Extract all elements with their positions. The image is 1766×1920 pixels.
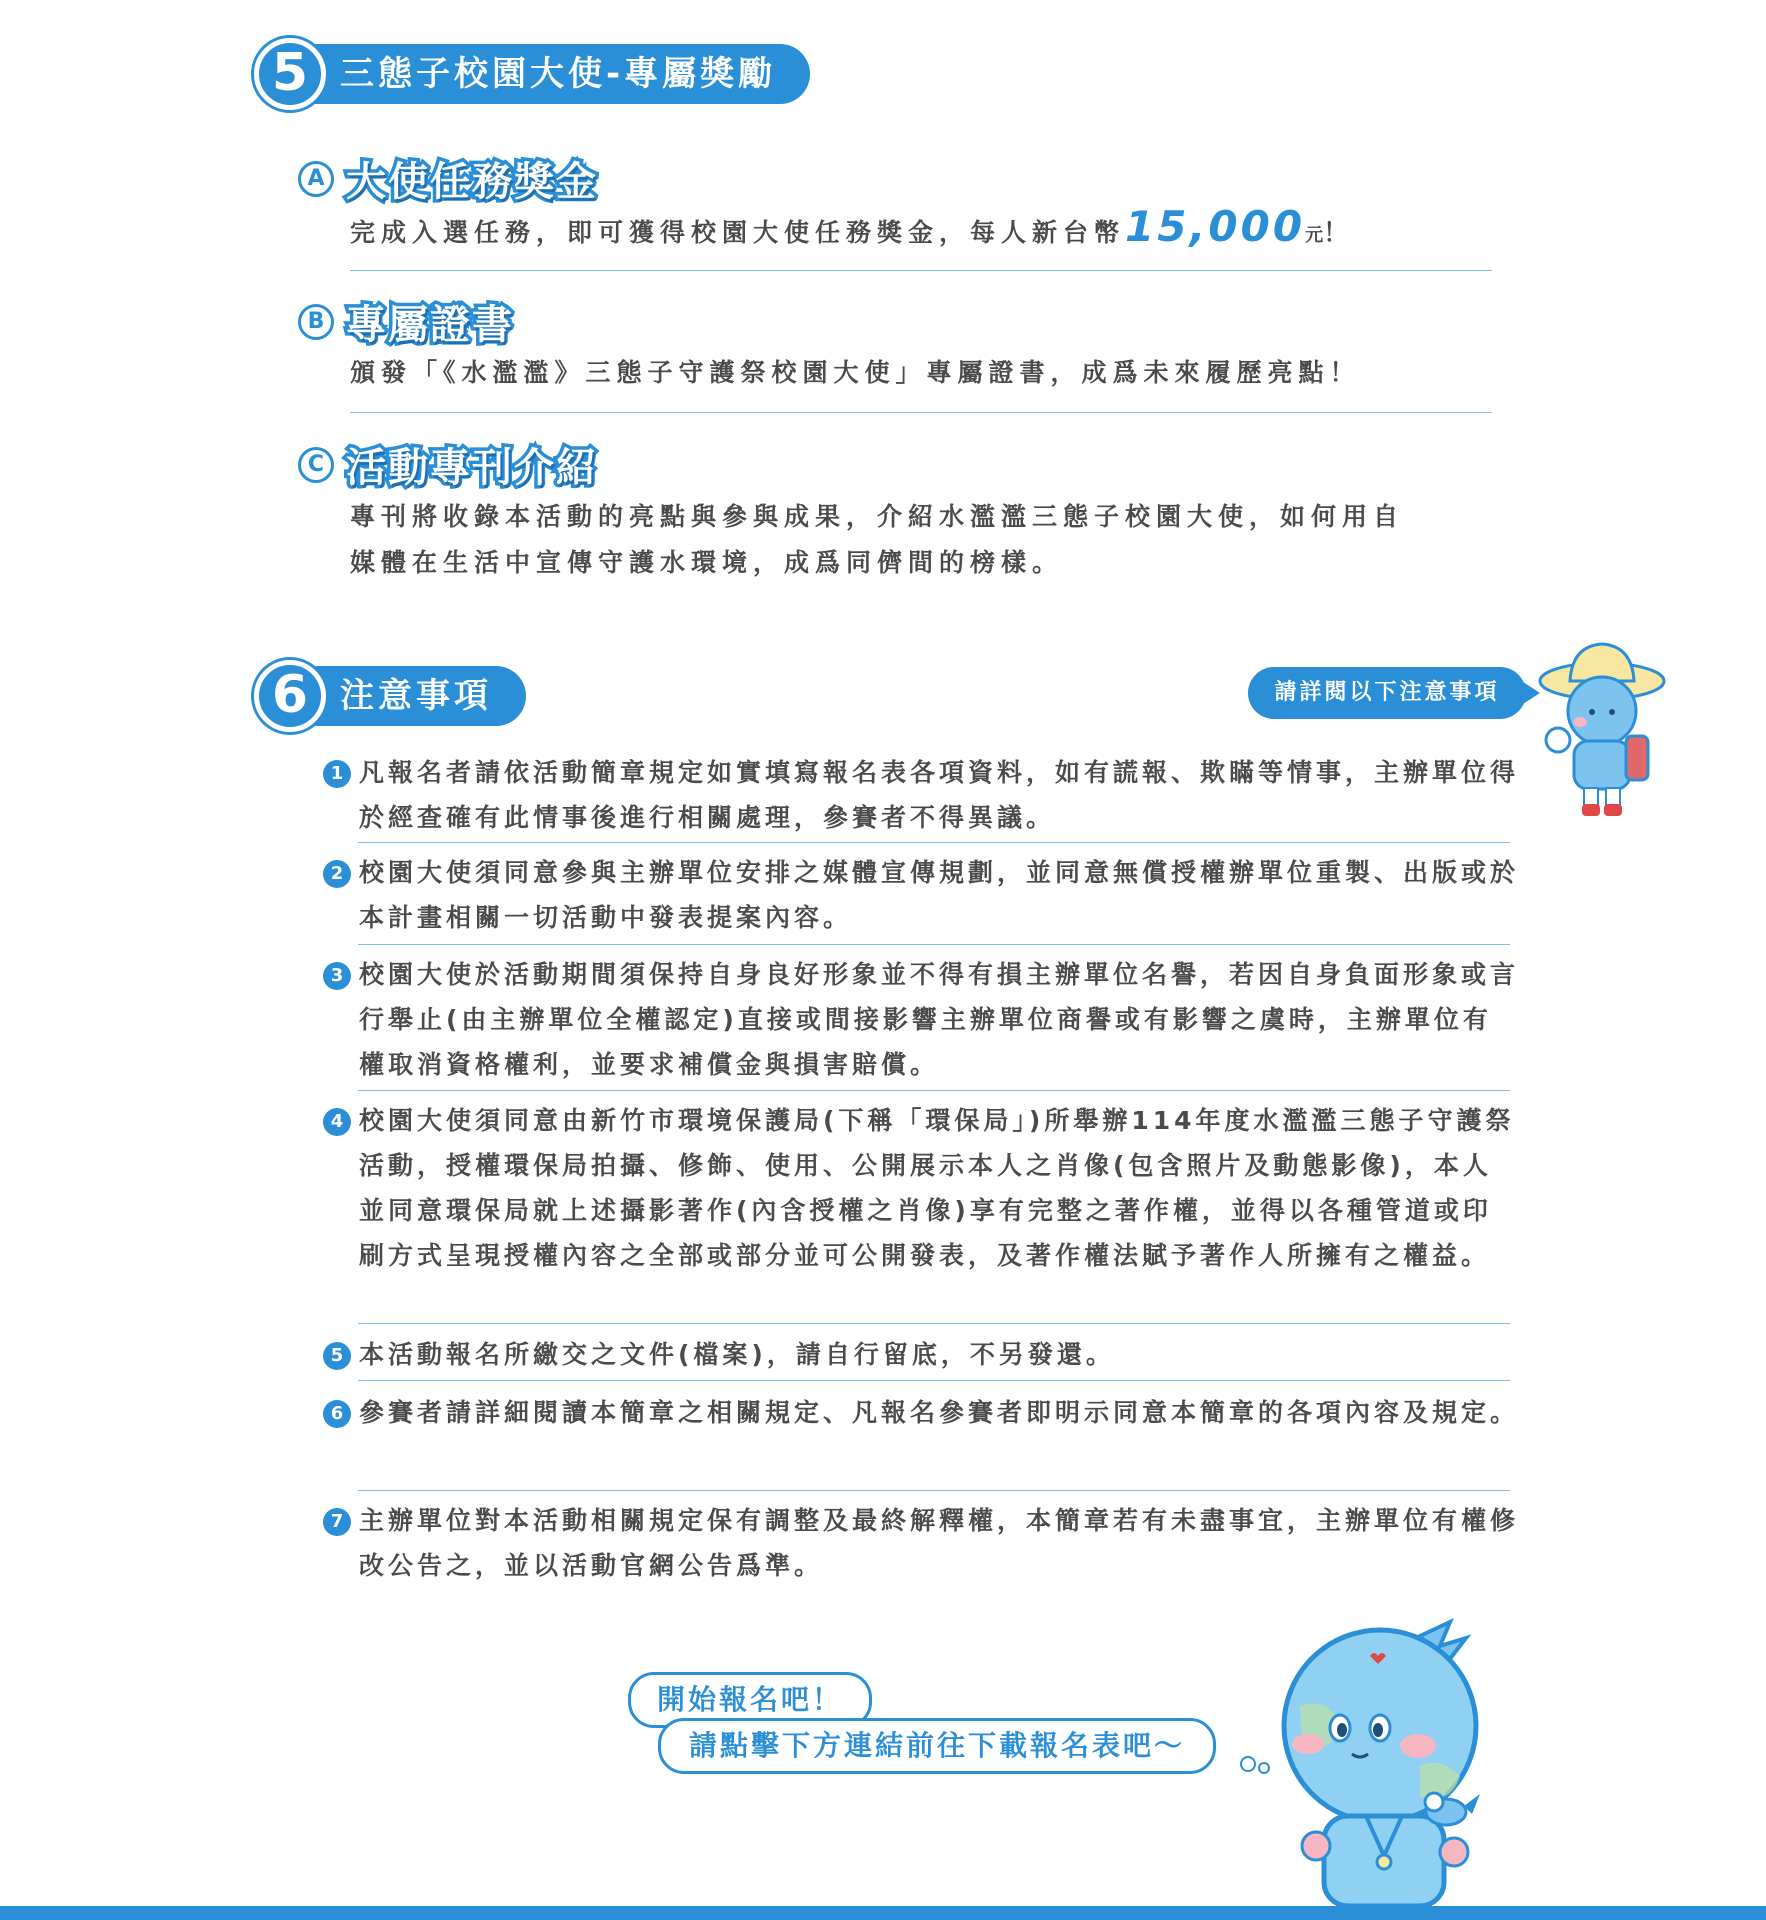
- notice-number: 5: [323, 1342, 351, 1370]
- reward-c-badge: C: [298, 447, 334, 483]
- notice-item-6: [323, 1390, 1523, 1480]
- thought-dot: [1240, 1756, 1256, 1772]
- notice-number: 2: [323, 860, 351, 888]
- reward-c-desc-line2: 媒體在生活中宣傳守護水環境，成爲同儕間的榜樣。: [350, 548, 1064, 577]
- notice-text: 凡報名者請依活動簡章規定如實填寫報名表各項資料，如有謊報、欺瞞等情事，主辦單位得於經查確有此情事後進行相關處理，參賽者不得異議。: [359, 758, 1520, 832]
- start-signup-bubble: 開始報名吧！: [628, 1672, 872, 1728]
- reward-a-desc-text: 完成入選任務，即可獲得校園大使任務獎金，每人新台幣: [350, 218, 1126, 247]
- divider: [358, 1090, 1510, 1091]
- mascot-small-illustration: [1530, 636, 1672, 826]
- section-6-number: 6: [254, 660, 326, 732]
- notice-item-1: [323, 750, 1523, 840]
- bird-icon: [1425, 1793, 1480, 1825]
- reward-a-desc-end: ！: [1323, 218, 1355, 247]
- notice-text: 校園大使須同意由新竹市環境保護局(下稱「環保局」)所舉辦114年度水濫濫三態子守護祭活動，授權環保局拍攝、修飾、使用、公開展示本人之肖像(包含照片及動態影像)，本人並同意環保局就上述攝影著作(內含授權之肖像)享有完整之著作權，並得以各種管道或印刷方式呈現授權內容之全部或部分並可公開發表，及著作權法賦予著作人所擁有之權益。: [359, 1106, 1515, 1270]
- notice-text: 校園大使須同意參與主辦單位安排之媒體宣傳規劃，並同意無償授權辦單位重製、出版或於本計畫相關一切活動中發表提案內容。: [359, 858, 1520, 932]
- reward-a-amount: 15,000: [1125, 202, 1306, 251]
- notice-item-4: [323, 1098, 1523, 1324]
- notice-text: 校園大使於活動期間須保持自身良好形象並不得有損主辦單位名譽，若因自身負面形象或言行舉止(由主辦單位全權認定)直接或間接影響主辦單位商譽或有影響之虞時，主辦單位有權取消資格權利，並要求補償金與損害賠償。: [359, 960, 1520, 1079]
- divider: [358, 842, 1510, 843]
- notice-text: 本活動報名所繳交之文件(檔案)，請自行留底，不另發還。: [359, 1340, 1115, 1369]
- reward-c-title: 活動專刊介紹: [346, 445, 598, 491]
- divider: [358, 1323, 1510, 1324]
- notice-text: 主辦單位對本活動相關規定保有調整及最終解釋權，本簡章若有未盡事宜，主辦單位有權修改公告之，並以活動官網公告爲準。: [359, 1506, 1520, 1580]
- thought-dot: [1258, 1762, 1270, 1774]
- magnifier-icon: [1546, 728, 1570, 752]
- notice-number: 3: [323, 962, 351, 990]
- notice-item-7: [323, 1498, 1523, 1588]
- notice-item-2: [323, 850, 1523, 940]
- reward-a-desc: [350, 202, 1355, 257]
- notice-number: 4: [323, 1108, 351, 1136]
- download-form-bubble[interactable]: 請點擊下方連結前往下載報名表吧～: [658, 1718, 1216, 1774]
- divider: [350, 412, 1492, 413]
- reward-b-desc: 頒發「《水濫濫》三態子守護祭校園大使」專屬證書，成爲未來履歷亮點！: [350, 358, 1361, 387]
- notice-text: 參賽者請詳細閱讀本簡章之相關規定、凡報名參賽者即明示同意本簡章的各項內容及規定。: [359, 1398, 1520, 1427]
- reward-b-title-row: [298, 293, 514, 350]
- reward-c-title-row: [298, 436, 598, 493]
- reward-a-badge: A: [298, 161, 334, 197]
- notice-number: 6: [323, 1400, 351, 1428]
- reward-a-title-row: [298, 150, 598, 207]
- section-5-title: 三態子校園大使-專屬獎勵: [278, 44, 810, 104]
- notice-number: 7: [323, 1508, 351, 1536]
- section-6-title: 注意事項: [278, 666, 526, 726]
- divider: [358, 944, 1510, 945]
- divider: [358, 1490, 1510, 1491]
- notice-number: 1: [323, 760, 351, 788]
- section-5-number: 5: [254, 38, 326, 110]
- mascot-body: [1574, 741, 1630, 789]
- reward-b-badge: B: [298, 304, 334, 340]
- reward-a-title: 大使任務獎金: [346, 159, 598, 205]
- notice-item-5: [323, 1332, 1523, 1378]
- notice-tip-bubble: 請詳閱以下注意事項: [1248, 667, 1526, 719]
- reward-a-unit: 元: [1305, 225, 1324, 246]
- mascot-large-illustration: [1270, 1616, 1500, 1906]
- bottom-accent-bar: [0, 1906, 1766, 1920]
- divider: [358, 1380, 1510, 1381]
- reward-b-title: 專屬證書: [346, 302, 514, 348]
- reward-c-desc-line1: 專刊將收錄本活動的亮點與參與成果，介紹水濫濫三態子校園大使，如何用自: [350, 502, 1405, 531]
- divider: [350, 270, 1492, 271]
- notice-item-3: [323, 952, 1523, 1092]
- mascot-head: [1568, 677, 1636, 745]
